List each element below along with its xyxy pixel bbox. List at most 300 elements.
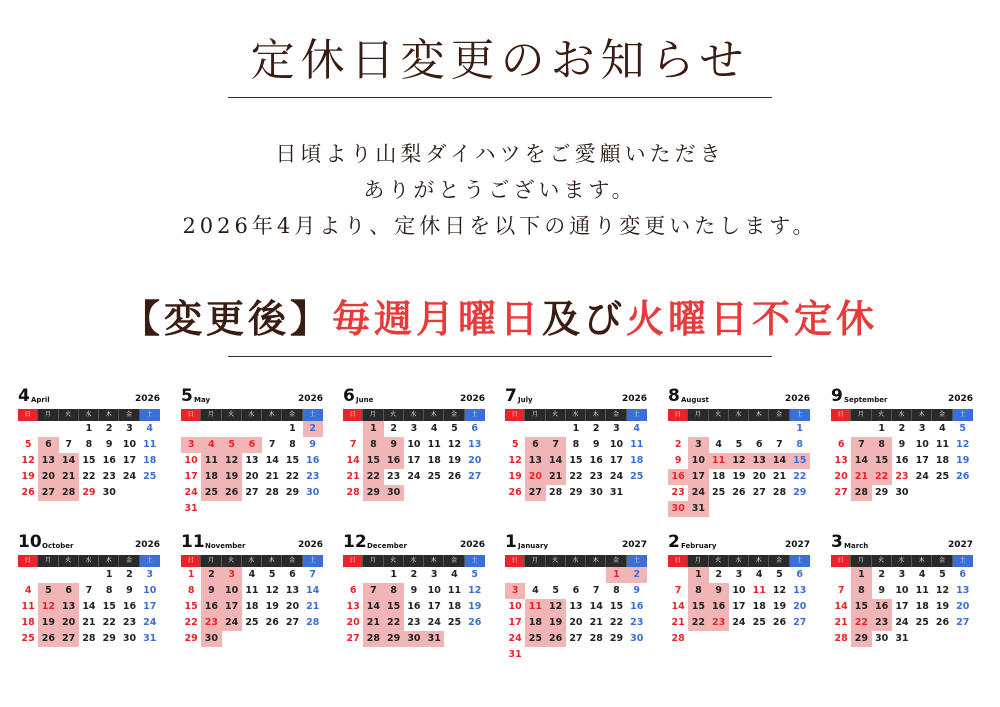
calendar-day: 19 [956, 455, 970, 467]
calendar-day: 2 [898, 423, 906, 435]
calendar-day: 5 [471, 569, 479, 581]
calendar-month-february [668, 531, 810, 647]
weekday-header: 月 [38, 555, 58, 567]
closed-day: 29 [851, 631, 871, 647]
calendar-day: 18 [752, 601, 766, 613]
calendar-day: 20 [793, 601, 807, 613]
calendar-month-july [505, 385, 647, 501]
closed-day: 18 [201, 469, 221, 485]
closed-day: 7 [363, 583, 383, 599]
calendar-day: 24 [915, 471, 929, 483]
calendar-day: 17 [122, 455, 137, 467]
calendar-day: 10 [122, 439, 137, 451]
closed-day: 30 [404, 631, 424, 647]
calendar-day: 14 [671, 601, 685, 613]
month-number: 3 [831, 532, 843, 552]
closed-day: 27 [38, 485, 58, 501]
calendar-day: 7 [309, 569, 317, 581]
calendar-day: 14 [265, 455, 279, 467]
weekday-header: 水 [242, 555, 262, 567]
calendar-day: 16 [122, 601, 137, 613]
empty-cell [343, 567, 363, 583]
weekday-header: 月 [363, 555, 383, 567]
calendar-day: 1 [390, 569, 397, 581]
calendar-day: 25 [143, 471, 157, 483]
calendar-day: 21 [346, 471, 360, 483]
calendar-day: 28 [671, 633, 685, 645]
calendar-day: 25 [712, 487, 726, 499]
calendar-day: 15 [609, 601, 624, 613]
weekday-header: 月 [201, 409, 221, 421]
calendar-day: 3 [898, 569, 906, 581]
closed-day: 19 [546, 615, 566, 631]
calendar-day: 26 [508, 487, 522, 499]
calendar-day: 25 [935, 471, 950, 483]
calendar-day: 3 [410, 423, 418, 435]
calendar-day: 22 [102, 617, 116, 629]
month-year: 2026 [297, 540, 323, 550]
weekday-header: 火 [709, 555, 729, 567]
closed-day: 21 [363, 615, 383, 631]
calendar-day: 13 [569, 601, 583, 613]
calendar-day: 3 [430, 569, 438, 581]
calendar-day: 27 [346, 633, 360, 645]
calendar-day: 11 [143, 439, 157, 451]
empty-cell [59, 421, 79, 437]
calendar-day: 5 [939, 569, 946, 581]
closed-day: 28 [363, 631, 383, 647]
closed-day: 2 [201, 567, 221, 583]
calendar-day: 29 [82, 487, 96, 499]
calendar-day: 10 [407, 439, 421, 451]
calendar-day: 25 [915, 617, 929, 629]
calendar-day: 13 [834, 455, 848, 467]
empty-cell [363, 567, 383, 583]
calendar-day: 9 [309, 439, 317, 451]
weekday-header: 火 [546, 409, 566, 421]
closed-day: 21 [851, 469, 871, 485]
weekday-header: 火 [384, 409, 404, 421]
closed-day: 9 [709, 583, 729, 599]
closed-day: 15 [851, 599, 871, 615]
calendar-day: 5 [451, 423, 458, 435]
month-name: October [42, 542, 74, 550]
calendar-day: 18 [447, 601, 462, 613]
empty-cell [38, 567, 58, 583]
weekday-header: 日 [668, 555, 688, 567]
calendar-day: 18 [915, 601, 929, 613]
month-name: June [356, 396, 374, 404]
empty-cell [525, 421, 545, 437]
month-header [505, 531, 647, 551]
calendar-day: 13 [793, 585, 807, 597]
month-header [831, 531, 973, 551]
weekday-header: 日 [505, 555, 525, 567]
calendar-day: 7 [674, 585, 682, 597]
calendar-day: 18 [427, 455, 441, 467]
calendar-day: 30 [895, 487, 909, 499]
calendar-day: 17 [732, 601, 746, 613]
weekday-header: 日 [181, 555, 201, 567]
calendar-day: 16 [895, 455, 909, 467]
weekday-header: 火 [872, 555, 892, 567]
month-grid [831, 409, 973, 501]
calendar-day: 27 [834, 487, 848, 499]
weekday-header: 木 [99, 555, 119, 567]
calendar-day: 30 [875, 633, 889, 645]
empty-cell [709, 421, 729, 437]
closed-day: 3 [688, 437, 708, 453]
weekday-header: 金 [282, 409, 302, 421]
calendar-month-september [831, 385, 973, 501]
calendar-day: 1 [85, 423, 93, 435]
month-header [18, 385, 160, 405]
calendar-day: 18 [143, 455, 157, 467]
weekday-header: 水 [892, 409, 912, 421]
weekday-header: 月 [363, 409, 383, 421]
month-number: 4 [18, 386, 30, 406]
calendar-day: 7 [65, 439, 72, 451]
month-grid [831, 555, 973, 647]
closed-day: 13 [38, 453, 58, 469]
calendar-day: 19 [732, 471, 746, 483]
calendar-day: 5 [268, 569, 276, 581]
closed-day: 30 [384, 485, 404, 501]
calendar-month-january [505, 531, 647, 663]
closed-day: 14 [59, 453, 79, 469]
weekday-header: 木 [99, 409, 119, 421]
month-year: 2026 [297, 394, 323, 404]
calendar-day: 19 [447, 455, 462, 467]
calendar-day: 31 [143, 633, 157, 645]
calendar-day: 25 [21, 633, 35, 645]
calendar-day: 12 [468, 585, 482, 597]
calendar-day: 16 [589, 455, 603, 467]
calendar-day: 24 [609, 471, 624, 483]
month-grid [668, 409, 810, 517]
closed-day: 29 [363, 485, 383, 501]
closed-day: 22 [688, 615, 708, 631]
month-name: August [681, 396, 709, 404]
month-year: 2026 [459, 540, 485, 550]
calendar-day: 13 [956, 585, 970, 597]
closed-day: 1 [851, 567, 871, 583]
weekday-header: 火 [384, 555, 404, 567]
empty-cell [668, 567, 688, 583]
empty-cell [668, 421, 688, 437]
calendar-day: 3 [918, 423, 926, 435]
calendar-day: 29 [102, 633, 116, 645]
closed-day: 9 [384, 437, 404, 453]
calendar-day: 27 [468, 471, 482, 483]
calendar-day: 28 [82, 633, 96, 645]
closed-day: 23 [201, 615, 221, 631]
month-year: 2027 [947, 540, 973, 550]
month-name: September [844, 396, 888, 404]
closed-day: 7 [546, 437, 566, 453]
month-header [181, 385, 323, 405]
calendar-day: 26 [732, 487, 746, 499]
closed-day: 12 [729, 453, 749, 469]
month-grid [505, 409, 647, 501]
month-year: 2027 [621, 540, 647, 550]
calendar-day: 28 [834, 633, 848, 645]
calendar-day: 28 [549, 487, 563, 499]
closed-day: 6 [242, 437, 262, 453]
closed-day: 3 [222, 567, 242, 583]
calendar-day: 17 [427, 601, 441, 613]
calendar-day: 17 [609, 455, 624, 467]
calendar-day: 20 [468, 455, 482, 467]
weekday-header: 火 [59, 409, 79, 421]
calendar-day: 17 [895, 601, 909, 613]
month-grid [18, 555, 160, 647]
calendar-day: 27 [793, 617, 807, 629]
calendar-day: 31 [609, 487, 624, 499]
closed-day: 15 [790, 453, 810, 469]
closed-day: 18 [525, 615, 545, 631]
calendar-day: 25 [630, 471, 644, 483]
calendar-day: 8 [289, 439, 296, 451]
calendar-day: 13 [285, 585, 300, 597]
calendar-day: 10 [895, 585, 909, 597]
month-grid [343, 409, 485, 501]
calendar-day: 29 [569, 487, 583, 499]
message-line-2: ありがとうございます。 [363, 178, 637, 202]
closed-day: 20 [525, 469, 545, 485]
month-number: 8 [668, 386, 680, 406]
calendar-day: 22 [793, 471, 807, 483]
closed-day: 11 [709, 453, 729, 469]
weekday-header: 金 [444, 409, 464, 421]
month-name: November [205, 542, 246, 550]
weekday-header: 火 [872, 409, 892, 421]
closed-day: 12 [546, 599, 566, 615]
calendar-day: 6 [959, 569, 967, 581]
closed-day: 12 [222, 453, 242, 469]
calendar-day: 18 [21, 617, 35, 629]
calendar-day: 1 [572, 423, 580, 435]
month-name: February [681, 542, 717, 550]
weekday-header: 日 [181, 409, 201, 421]
calendar-day: 2 [674, 439, 682, 451]
month-header [181, 531, 323, 551]
calendar-day: 9 [592, 439, 600, 451]
calendar-day: 23 [122, 617, 137, 629]
closed-day: 31 [424, 631, 444, 647]
calendar-day: 5 [959, 423, 967, 435]
month-number: 6 [343, 386, 355, 406]
empty-cell [749, 421, 769, 437]
calendar-day: 13 [346, 601, 360, 613]
calendar-day: 7 [776, 439, 783, 451]
headline-monday: 毎週月曜日 [331, 297, 542, 341]
empty-cell [566, 567, 586, 583]
calendar-day: 4 [715, 439, 722, 451]
calendar-day: 19 [772, 601, 787, 613]
closed-day: 9 [201, 583, 221, 599]
calendar-day: 31 [184, 503, 198, 515]
calendar-day: 23 [407, 617, 421, 629]
calendar-day: 2 [390, 423, 397, 435]
weekday-header: 木 [424, 555, 444, 567]
empty-cell [729, 421, 749, 437]
empty-cell [222, 421, 242, 437]
weekday-header: 土 [953, 555, 973, 567]
calendar-day: 23 [387, 471, 401, 483]
month-grid [181, 555, 323, 647]
calendar-day: 9 [105, 439, 113, 451]
month-name: March [844, 542, 869, 550]
calendar-day: 28 [265, 487, 279, 499]
empty-cell [181, 421, 201, 437]
calendar-day: 24 [508, 633, 522, 645]
calendar-day: 12 [21, 455, 35, 467]
calendar-day: 11 [935, 439, 950, 451]
calendar-day: 26 [21, 487, 35, 499]
month-year: 2026 [459, 394, 485, 404]
month-name: July [518, 396, 533, 404]
calendar-month-december [343, 531, 485, 647]
calendar-day: 10 [143, 585, 157, 597]
closed-day: 16 [709, 599, 729, 615]
calendar-day: 20 [285, 601, 300, 613]
month-number: 11 [181, 532, 205, 552]
calendar-day: 18 [630, 455, 644, 467]
empty-cell [586, 567, 606, 583]
calendar-day: 6 [837, 439, 845, 451]
calendar-day: 2 [715, 569, 722, 581]
empty-cell [343, 421, 363, 437]
weekday-header: 金 [769, 409, 789, 421]
weekday-header: 月 [688, 555, 708, 567]
empty-cell [769, 421, 789, 437]
closed-day: 13 [749, 453, 769, 469]
calendar-day: 7 [85, 585, 93, 597]
calendar-day: 23 [102, 471, 116, 483]
month-year: 2026 [784, 394, 810, 404]
closed-day: 17 [688, 469, 708, 485]
empty-cell [831, 421, 851, 437]
closed-day: 15 [384, 599, 404, 615]
calendar-day: 17 [407, 455, 421, 467]
closed-day: 15 [363, 453, 383, 469]
weekday-header: 月 [688, 409, 708, 421]
weekday-header: 月 [851, 555, 871, 567]
calendar-day: 8 [85, 439, 93, 451]
empty-cell [546, 421, 566, 437]
calendar-month-june [343, 385, 485, 501]
weekday-header: 木 [749, 409, 769, 421]
calendar-day: 1 [187, 569, 195, 581]
closed-day: 20 [38, 469, 58, 485]
weekday-header: 金 [119, 409, 139, 421]
closed-day: 29 [384, 631, 404, 647]
calendar-day: 27 [956, 617, 970, 629]
calendar-day: 22 [285, 471, 300, 483]
month-header [831, 385, 973, 405]
month-year: 2026 [134, 394, 160, 404]
weekday-header: 金 [769, 555, 789, 567]
calendar-day: 18 [935, 455, 950, 467]
calendar-day: 11 [21, 601, 35, 613]
calendar-day: 22 [569, 471, 583, 483]
calendar-day: 29 [875, 487, 889, 499]
weekday-header: 水 [79, 409, 99, 421]
closed-day: 22 [851, 615, 871, 631]
empty-cell [18, 421, 38, 437]
calendar-day: 12 [508, 455, 522, 467]
closed-day: 14 [769, 453, 789, 469]
calendar-day: 27 [285, 617, 300, 629]
weekday-header: 金 [606, 555, 626, 567]
month-header [505, 385, 647, 405]
calendar-day: 4 [451, 569, 458, 581]
calendar-day: 9 [674, 455, 682, 467]
calendar-day: 23 [306, 471, 320, 483]
empty-cell [525, 567, 545, 583]
empty-cell [242, 421, 262, 437]
closed-day: 2 [303, 421, 323, 437]
calendar-day: 2 [878, 569, 885, 581]
empty-cell [38, 421, 58, 437]
calendar-day: 8 [572, 439, 580, 451]
calendar-day: 24 [427, 617, 441, 629]
month-grid [343, 555, 485, 647]
calendar-day: 27 [752, 487, 766, 499]
closed-day: 8 [363, 437, 383, 453]
calendar-day: 23 [589, 471, 603, 483]
calendar-day: 20 [245, 471, 259, 483]
calendar-day: 15 [102, 601, 116, 613]
calendar-day: 21 [306, 601, 320, 613]
closed-day: 22 [363, 469, 383, 485]
weekday-header: 木 [749, 555, 769, 567]
month-year: 2026 [134, 540, 160, 550]
calendar-day: 24 [184, 487, 198, 499]
weekday-header: 水 [729, 409, 749, 421]
closed-day: 8 [872, 437, 892, 453]
weekday-header: 日 [343, 409, 363, 421]
weekday-header: 水 [242, 409, 262, 421]
month-year: 2026 [621, 394, 647, 404]
calendar-day: 7 [268, 439, 276, 451]
closed-day: 12 [38, 599, 58, 615]
month-number: 7 [505, 386, 517, 406]
calendar-day: 23 [671, 487, 685, 499]
closed-day: 25 [525, 631, 545, 647]
closed-day: 21 [546, 469, 566, 485]
weekday-header: 日 [831, 555, 851, 567]
month-number: 9 [831, 386, 843, 406]
calendar-day: 31 [508, 649, 522, 661]
closed-day: 16 [201, 599, 221, 615]
calendar-day: 27 [569, 633, 583, 645]
month-grid [18, 409, 160, 501]
weekday-header: 金 [932, 555, 952, 567]
calendar-day: 26 [772, 617, 787, 629]
weekday-header: 木 [912, 409, 932, 421]
closed-day: 24 [222, 615, 242, 631]
month-name: December [367, 542, 407, 550]
calendar-day: 17 [915, 455, 929, 467]
calendar-day: 30 [306, 487, 320, 499]
month-name: January [518, 542, 549, 550]
calendar-day: 17 [143, 601, 157, 613]
calendar-day: 5 [552, 585, 559, 597]
calendar-day: 6 [349, 585, 357, 597]
calendar-day: 6 [572, 585, 580, 597]
